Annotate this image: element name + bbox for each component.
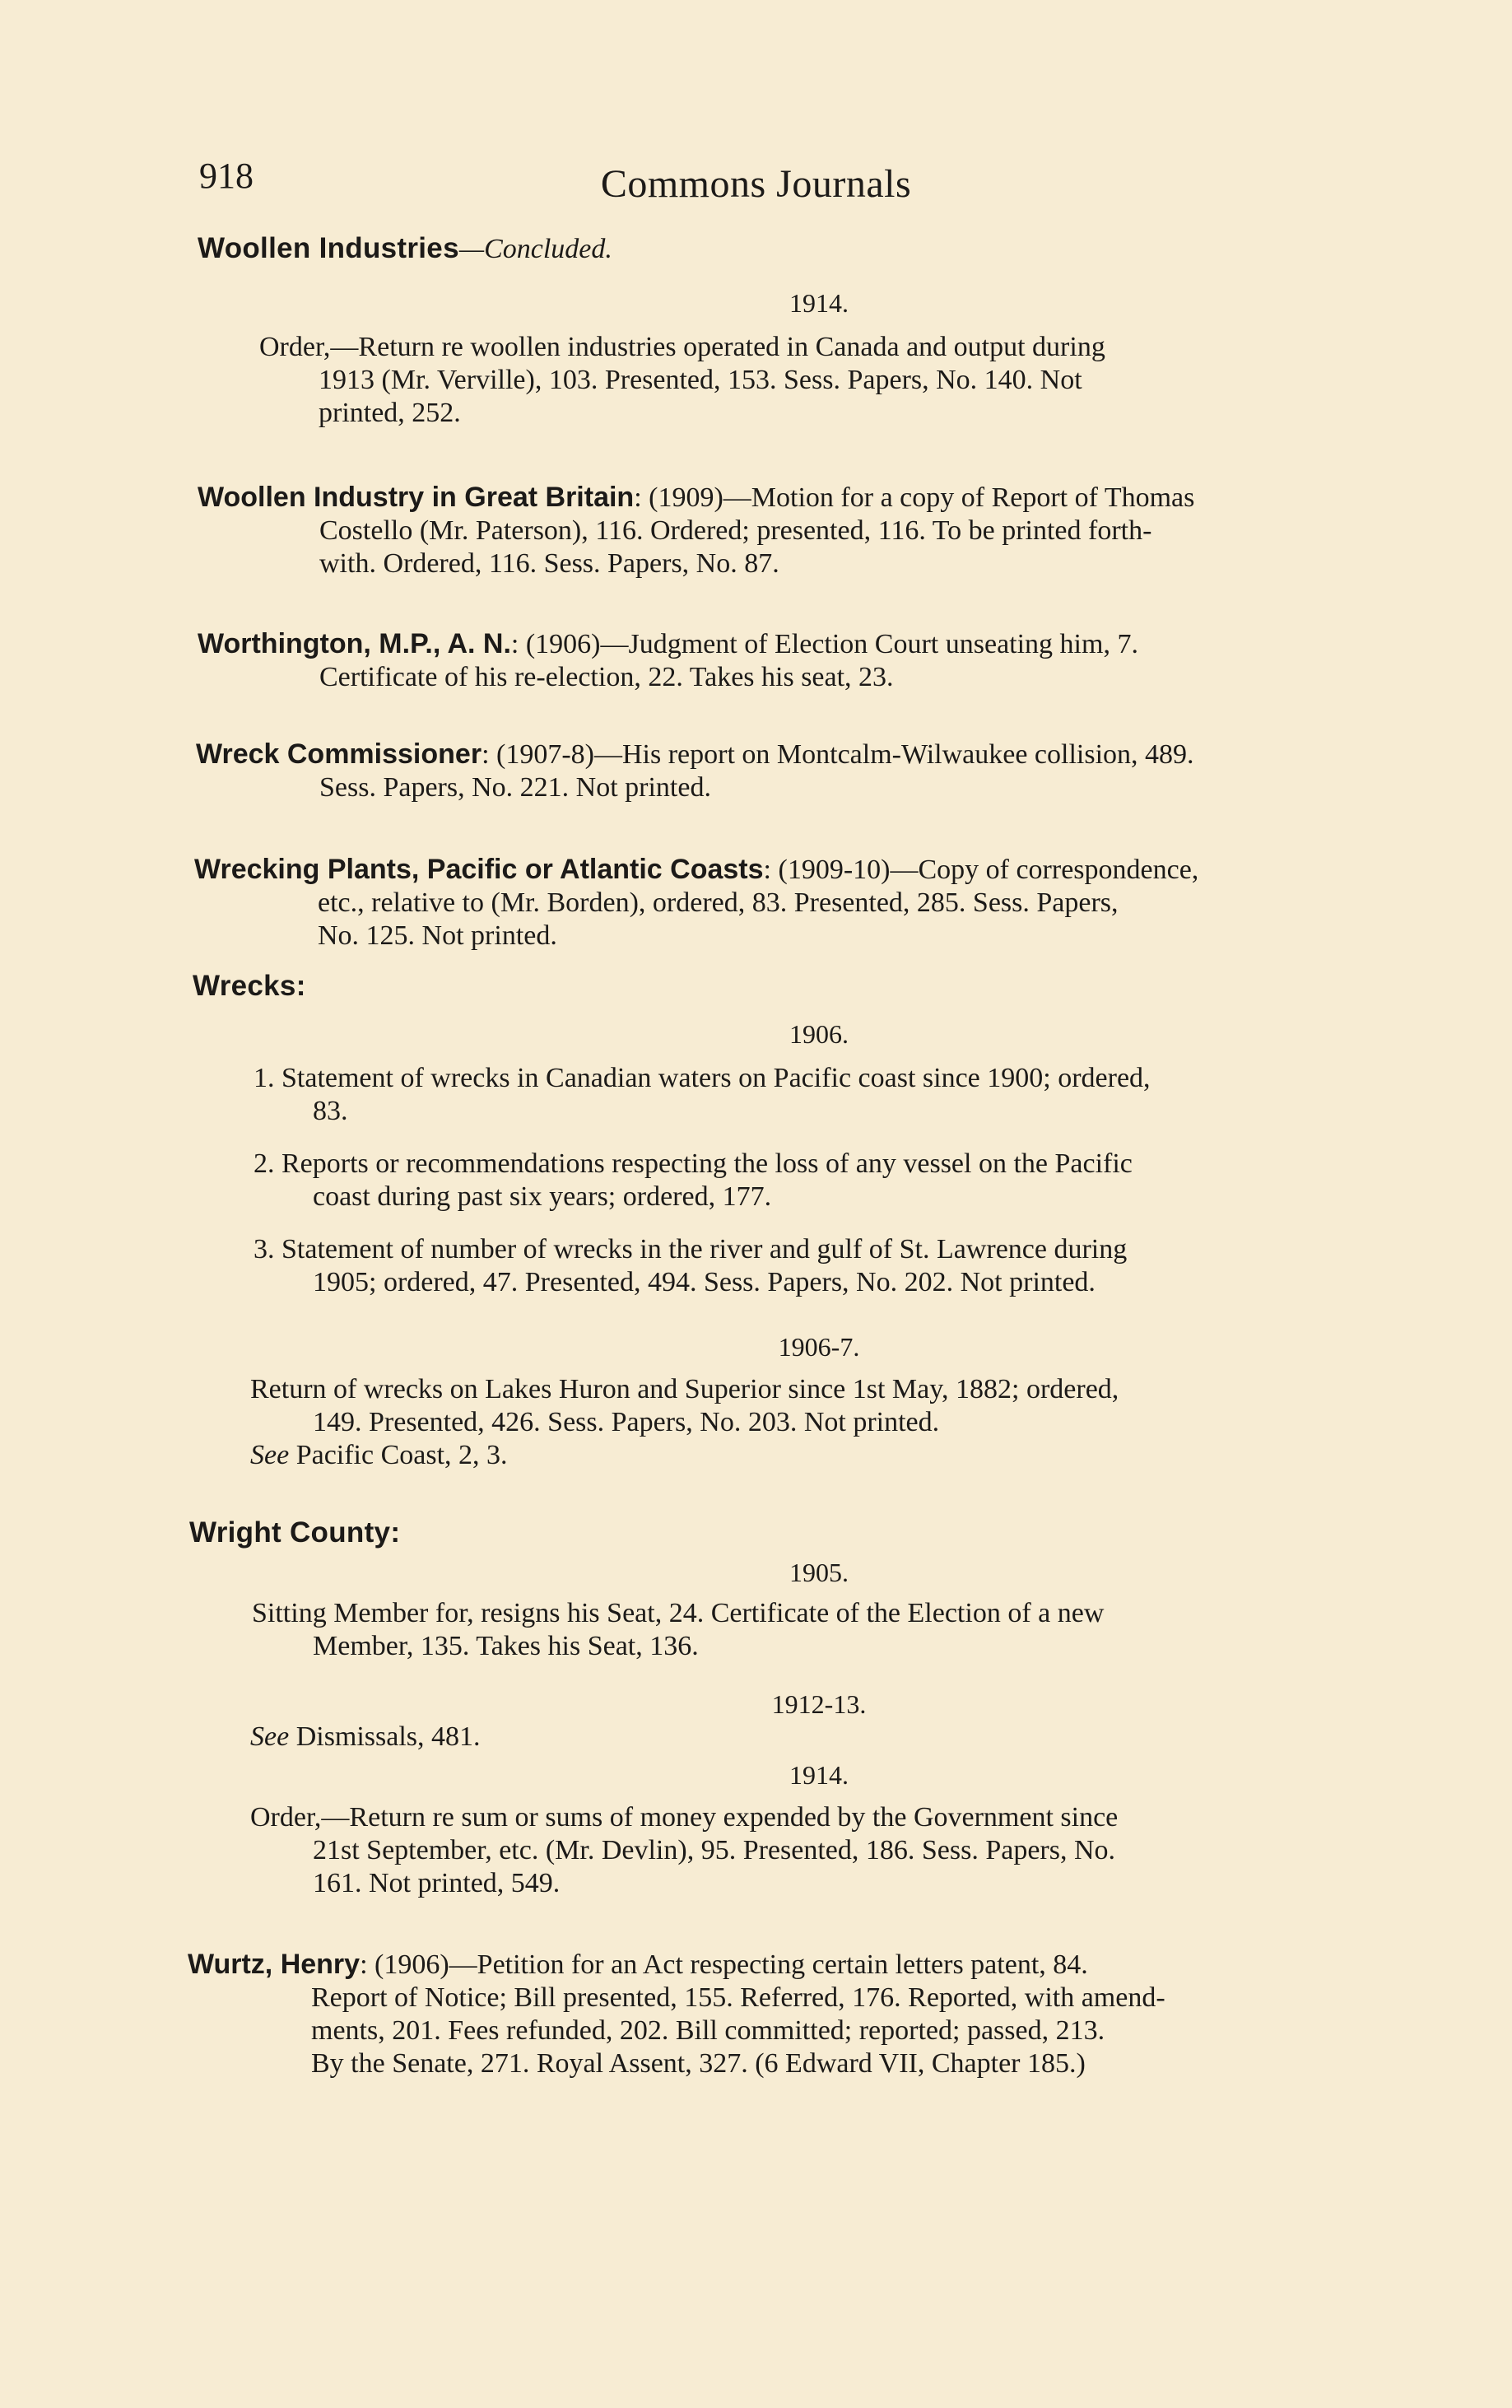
line: 1905; ordered, 47. Presented, 494. Sess. Papers, No. 202. Not printed. <box>313 1267 1096 1297</box>
entry-heading: Wreck Commissioner <box>196 738 482 770</box>
line: : (1909-10)—Copy of correspondence, <box>763 855 1199 885</box>
line: 83. <box>313 1096 348 1126</box>
cross-reference: Pacific Coast, 2, 3. <box>289 1440 508 1470</box>
entry-heading: Wurtz, Henry <box>188 1949 361 1980</box>
line: Sess. Papers, No. 221. Not printed. <box>319 772 711 803</box>
entry-heading: Worthington, M.P., A. N. <box>198 628 511 659</box>
list-item-wreck-2 <box>254 1148 1424 1213</box>
list-item-wreck-3 <box>254 1233 1424 1299</box>
paragraph-wrecks-return <box>250 1373 1424 1472</box>
line: 1913 (Mr. Verville), 103. Presented, 153. Sess. Papers, No. 140. Not <box>319 365 1082 395</box>
line: Report of Notice; Bill presented, 155. Referred, 176. Reported, with amend- <box>311 1982 1165 2013</box>
year-heading: 1905. <box>789 1558 849 1587</box>
entry-heading: Woollen Industry in Great Britain <box>198 482 635 513</box>
line: Order,—Return re sum or sums of money expended by the Government since <box>250 1802 1119 1833</box>
see-label: See <box>250 1440 290 1470</box>
entry-worthington <box>198 627 1424 694</box>
line: Order,—Return re woollen industries operated in Canada and output during <box>259 332 1105 362</box>
entry-heading: Wrecking Plants, Pacific or Atlantic Coasts <box>194 854 764 885</box>
year-heading: 1906. <box>789 1019 849 1049</box>
heading-suffix: —Concluded. <box>458 234 612 264</box>
line: 149. Presented, 426. Sess. Papers, No. 203. Not printed. <box>313 1407 940 1437</box>
line: 161. Not printed, 549. <box>313 1868 561 1898</box>
line: : (1906)—Judgment of Election Court unseating him, 7. <box>510 629 1138 659</box>
running-head: Commons Journals <box>600 162 912 206</box>
line: Certificate of his re-election, 22. Takes his seat, 23. <box>319 662 894 692</box>
entry-wrecking-plants <box>194 853 1424 952</box>
line: Return of wrecks on Lakes Huron and Superior since 1st May, 1882; ordered, <box>250 1374 1119 1404</box>
entry-heading: Wrecks: <box>193 970 306 1002</box>
line: ments, 201. Fees refunded, 202. Bill committed; reported; passed, 213. <box>311 2015 1105 2046</box>
year-heading: 1914. <box>789 1760 849 1790</box>
entry-heading: Wright County: <box>189 1516 401 1549</box>
line: No. 125. Not printed. <box>318 920 557 951</box>
line: printed, 252. <box>319 398 461 428</box>
entry-heading: Woollen Industries <box>198 232 459 264</box>
line: : (1909)—Motion for a copy of Report of Thomas <box>634 482 1195 513</box>
line: 1. Statement of wrecks in Canadian waters on Pacific coast since 1900; ordered, <box>254 1063 1151 1093</box>
entry-woollen-industries <box>198 232 1432 266</box>
line: : (1907-8)—His report on Montcalm-Wilwaukee collision, 489. <box>482 739 1194 770</box>
line: Sitting Member for, resigns his Seat, 24. Certificate of the Election of a new <box>252 1598 1105 1628</box>
line: 2. Reports or recommendations respecting the loss of any vessel on the Pacific <box>254 1148 1133 1179</box>
paragraph-wright-see <box>250 1721 1424 1754</box>
list-item-wreck-1 <box>254 1062 1424 1128</box>
see-label: See <box>250 1721 290 1752</box>
line: 3. Statement of number of wrecks in the river and gulf of St. Lawrence during <box>254 1234 1128 1265</box>
paragraph-woollen-order <box>259 331 1424 430</box>
page-number: 918 <box>199 156 254 196</box>
line: etc., relative to (Mr. Borden), ordered, 83. Presented, 285. Sess. Papers, <box>318 887 1119 918</box>
line: with. Ordered, 116. Sess. Papers, No. 87. <box>319 548 779 579</box>
line: Costello (Mr. Paterson), 116. Ordered; presented, 116. To be printed forth- <box>319 515 1152 546</box>
entry-wurtz-henry <box>188 1948 1424 2080</box>
entry-wrecks <box>193 970 306 1004</box>
year-heading: 1912-13. <box>771 1689 867 1719</box>
year-heading: 1914. <box>789 288 849 318</box>
line: 21st September, etc. (Mr. Devlin), 95. Presented, 186. Sess. Papers, No. <box>313 1835 1116 1865</box>
paragraph-wright-sitting-member <box>252 1597 1424 1663</box>
entry-wreck-commissioner <box>196 738 1424 804</box>
entry-woollen-great-britain <box>198 481 1424 580</box>
cross-reference: Dismissals, 481. <box>289 1721 481 1752</box>
line: By the Senate, 271. Royal Assent, 327. (6 Edward VII, Chapter 185.) <box>311 2048 1086 2079</box>
line: Member, 135. Takes his Seat, 136. <box>313 1631 699 1661</box>
line: : (1906)—Petition for an Act respecting certain letters patent, 84. <box>360 1949 1088 1980</box>
entry-wright-county <box>189 1516 400 1550</box>
line: coast during past six years; ordered, 177. <box>313 1181 772 1212</box>
year-heading: 1906-7. <box>778 1332 860 1362</box>
paragraph-wright-order <box>250 1801 1424 1900</box>
